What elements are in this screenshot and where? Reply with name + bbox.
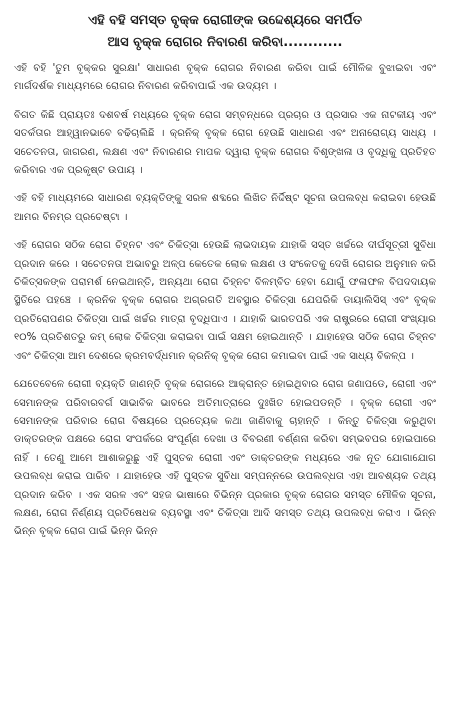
paragraph-purpose: ଏହି ବହି ମାଧ୍ୟମରେ ସାଧାରଣ ବ୍ୟକ୍ତିଙ୍କୁ ସରଳ ଶବ୍ଦରେ ଲିଖିତ ନିର୍ଦ୍ଦିଷ୍ଟ ସୂଚନା ଉପଲବ୍ଧ କରାଇବା ହେଉଛି ଆମର ବିନମ୍ର ପ୍ରଚେଷ୍ଟା । [14, 193, 436, 223]
paragraph-awareness: ବିଗତ କିଛି ପ୍ରାୟତଃ ଦଶବର୍ଷ ମଧ୍ୟରେ ବୃକ୍କ ରୋଗ ସମ୍ବନ୍ଧରେ ପ୍ରଚାର ଓ ପ୍ରସାର ଏକ ନାଟକୀୟ ଏବଂ ସତର୍କତାର ଆହ୍ୱାନଭାବେ ବଢିଚାଲିଛି । କ୍ରନିକ୍ ବୃକ୍କ ରୋଗ ହେଉଛି ସାଧାରଣ ଏବଂ ଅନାରୋଗ୍ୟ ସାଧ୍ୟ । ସଚେତନତା, ଜାଗରଣ, ଲକ୍ଷଣ ଏବଂ ନିବାରଣର ମାପକ ଦ୍ୱାରା ବୃକ୍କ ରୋଗର ବିଶୃଙ୍ଖଳା ଓ ବୃଦ୍ଧିକୁ ପ୍ରତିହତ କରିବାର ଏକ ପ୍ରକୃଷ୍ଟ ଉପାୟ । [14, 109, 436, 177]
title-line-1: ଏହି ବହି ସମସ୍ତ ବୃକ୍କ ରୋଗୀଙ୍କ ଉଦ୍ଦେଶ୍ୟରେ ସମର୍ପିତ [87, 13, 363, 28]
paragraph-patients: ଯେତେବେଳେ ରୋଗୀ ବ୍ୟକ୍ତି ଜାଣନ୍ତି ବୃକ୍କ ରୋଗରେ ଆକ୍ରାନ୍ତ ହୋଇଥିବାର ରୋଗ ଜଣାପଡେ, ରୋଗୀ ଏବଂ ସେମାନଙ୍କ ପରିବାରବର୍ଗ ସାଭାବିକ ଭାବରେ ଅତିମାତ୍ରାରେ ଦୁଃଖିତ ହୋଇପଡନ୍ତି । ବୃକ୍କ ରୋଗୀ ଏବଂ ସେମାନଙ୍କ ପରିବାର ରୋଗ ବିଷୟରେ ପ୍ରତ୍ୟେକ କଥା ଜାଣିବାକୁ ଚାହାନ୍ତି । କିନ୍ତୁ ଚିକିତ୍ସା କରୁଥିବା ଡାକ୍ତରଙ୍କ ପକ୍ଷରେ ରୋଗ ସଂପର୍କରେ ସଂପୂର୍ଣ୍ଣ ଦେଖା ଓ ବିବରଣୀ ବର୍ଣ୍ଣନା କରିବା ସମ୍ଭବପର ହୋଇପାରେ ନାହିଁ । ତେଣୁ ଆମେ ଆଶାକରୁଛୁ ଏହି ପୁସ୍ତକ ରୋଗୀ ଏବଂ ଡାକ୍ତରଙ୍କ ମଧ୍ୟରେ ଏକ ନୂତ ଯୋଗାଯୋଗ ଉପଲବ୍ଧ କରାଇ ପାରିବ । ଯାହାହେଉ ଏହି ପୁସ୍ତକ ସୁବିଧା ସମ୍ପନ୍ନରେ ଉପଲବ୍ଧତା ଏହା ଆବଶ୍ୟକ ତଥ୍ୟ ପ୍ରଦାନ କରିବ । ଏକ ସରଳ ଏବଂ ସହଜ ଭାଷାରେ ବିଭିନ୍ନ ପ୍ରକାର ବୃକ୍କ ରୋଗର ସମସ୍ତ ମୌଳିକ ସୂଚନା, ଲକ୍ଷଣ, ରୋଗ ନିର୍ଣ୍ଣୟ ପ୍ରତିଷେଧକ ବ୍ୟବସ୍ଥା ଏବଂ ଚିକିତ୍ସା ଆଦି ସମସ୍ତ ତଥ୍ୟ ଉପଲବ୍ଧ କରାଏ । ଭିନ୍ନ ଭିନ୍ନ ବୃକ୍କ ରୋଗ ପାଇଁ ଭିନ୍ନ ଭିନ୍ନ [14, 379, 437, 538]
paragraph-intro: ଏହି ବହି 'ତୁମ ବୃକ୍କର ସୁରକ୍ଷା' ସାଧାରଣ ବୃକ୍କ ରୋଗର ନିବାରଣ କରିବା ପାଇଁ ମୌଳିକ ବୁଝାଇବା ଏବଂ ମାର୍ଗଦର୍ଶକ ମାଧ୍ୟମରେ ରୋଗର ନିବାରଣ କରିବାପାଇଁ ଏକ ଉଦ୍ୟମ । [14, 63, 436, 93]
document-body [14, 60, 436, 542]
paragraph-diagnosis: ଏହି ରୋଗର ସଠିକ ରୋଗ ଚିହ୍ନଟ ଏବଂ ଚିକିତ୍ସା ହେଉଛି ଲାଭଦାୟକ ଯାହାକି ସସ୍ତ ଖର୍ଚ୍ଚରେ ଦୀର୍ଘସୂତ୍ରୀ ସୁବିଧା ପ୍ରଦାନ କରେ । ସଚେତନତା ଅଭାବରୁ ଅଳ୍ପ କେତେକ ଲୋକ ଲକ୍ଷଣ ଓ ସଂକେତକୁ ଦେଖି ରୋଗର ଅନୁମାନ କରି ଚିକିତ୍ସକଙ୍କ ପରାମର୍ଶ ନେଇଥାନ୍ତି, ଅନ୍ୟଥା ରୋଗ ଚିହ୍ନଟ ବିଳମ୍ବିତ ହେବା ଯୋଗୁଁ ଫଳାଫଳ ବିପଦଦାୟକ ସ୍ଥିତିରେ ପହଞ୍ଚେ । କ୍ରନିକ ବୃକ୍କ ରୋଗର ଅଗ୍ରଗତି ଅବସ୍ଥାର ଚିକିତ୍ସା ଯେପରିକି ଡାୟାଲିସିସ୍ ଏବଂ ବୃକ୍କ ପ୍ରତିରୋପଣର ଚିକିତ୍ସା ପାଇଁ ଖର୍ଚ୍ଚର ମାତ୍ରା ବୃଦ୍ଧିପାଏ । ଯାହାକି ଭାରତପରି ଏକ ରାଷ୍ଟ୍ରରେ ରୋଗୀ ସଂଖ୍ୟାର ୧୦% ପ୍ରତିଶତରୁ କମ୍ ଲୋକ ଚିକିତ୍ସା କରାଇବା ପାଇଁ ସକ୍ଷମ ହୋଇଥାନ୍ତି । ଯାହାହେଉ ସଠିକ ରୋଗ ଚିହ୍ନଟ ଏବଂ ଚିକିତ୍ସା ଆମ ଦେଶରେ କ୍ରମବର୍ଦ୍ଧମାନ କ୍ରନିକ୍ ବୃକ୍କ ରୋଗ କମାଇବା ପାଇଁ ଏକ ସାଧ୍ୟ ବିକଳ୍ପ । [14, 240, 436, 362]
title-line-2: ଆସ ବୃକ୍କ ରୋଗର ନିବାରଣ କରିବା............ [107, 35, 343, 50]
page-title [14, 10, 436, 54]
